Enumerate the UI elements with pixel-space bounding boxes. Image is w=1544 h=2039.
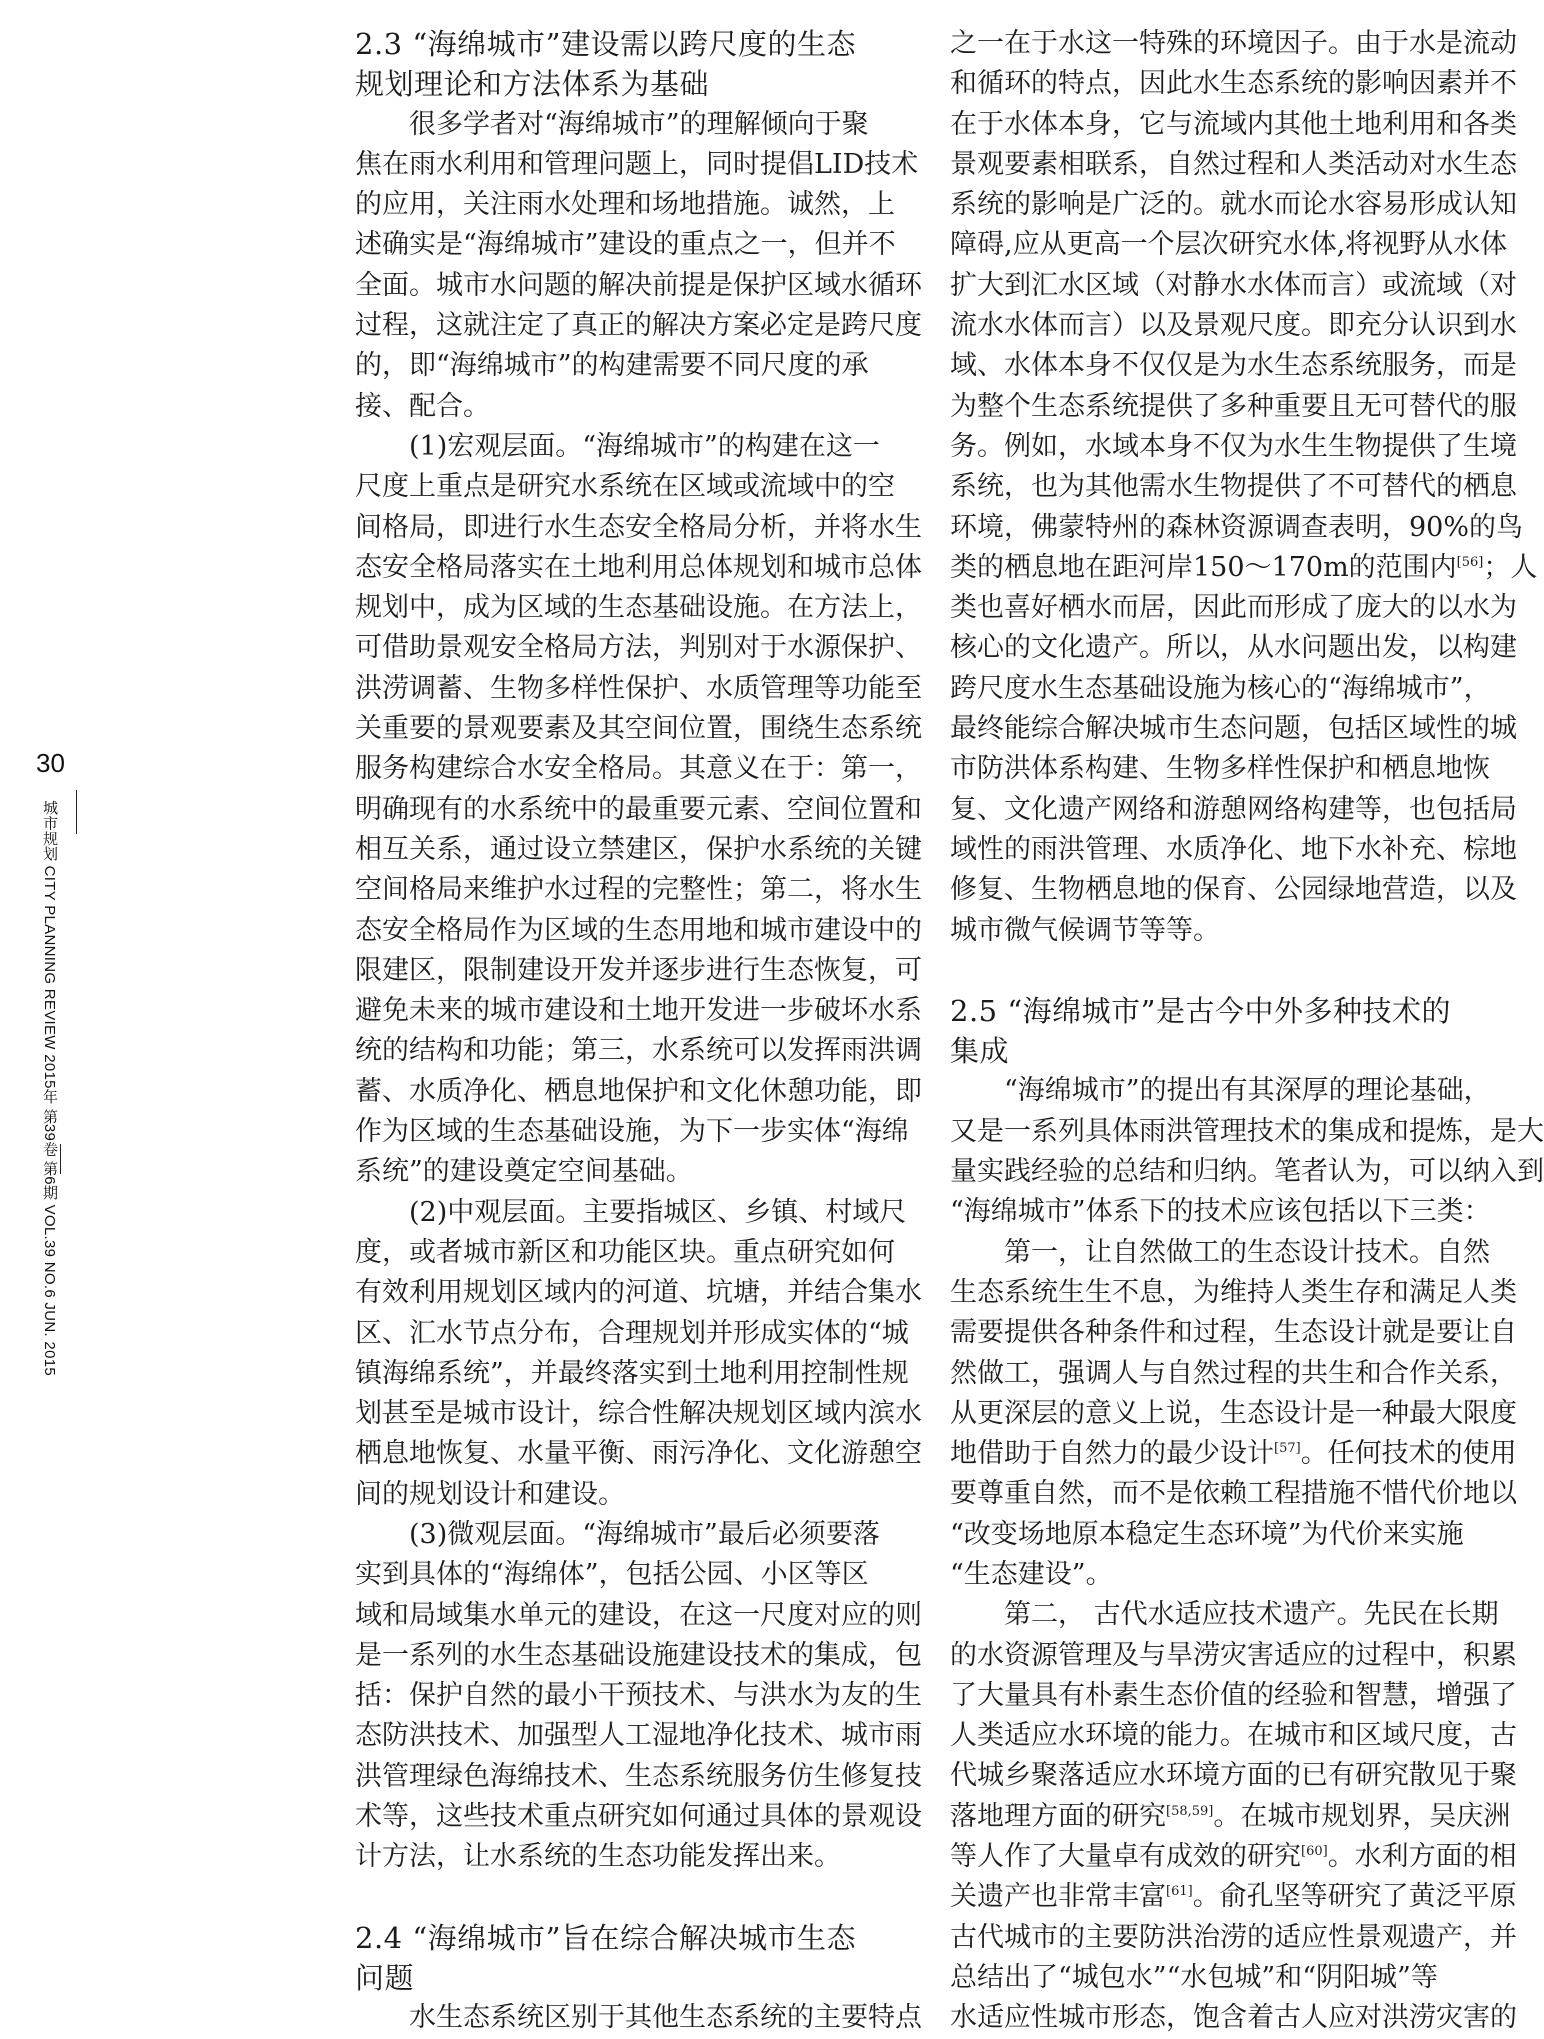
- text-run: 统的结构和功能；第三，水系统可以发挥雨洪调: [355, 1035, 922, 1067]
- text-line: [355, 1273, 922, 1313]
- text-run: 间格局，即进行水生态安全格局分析，并将水生: [355, 511, 922, 543]
- citation-ref: [56]: [1456, 554, 1484, 570]
- text-run: 第一，让自然做工的生态设计技术。自然: [1004, 1236, 1490, 1268]
- text-line: [355, 749, 922, 789]
- text-run: 古代城市的主要防洪治涝的适应性景观遗产，并: [950, 1921, 1517, 1953]
- text-run: 。水利方面的相: [1327, 1841, 1517, 1873]
- text-line: [950, 1515, 1490, 1555]
- section-heading-line: [950, 991, 1490, 1031]
- text-run: 跨尺度水生态基础设施为核心的“海绵城市”，: [950, 672, 1491, 704]
- text-line: [950, 1636, 1517, 1676]
- text-run: 蓄、水质净化、栖息地保护和文化休憩功能，即: [355, 1075, 922, 1107]
- text-line: [950, 1595, 1499, 1635]
- text-line: [355, 870, 922, 910]
- text-run: 过程，这就注定了真正的解决方案必定是跨尺度: [355, 310, 922, 342]
- text-run: 避免未来的城市建设和土地开发进一步破坏水系: [355, 995, 922, 1027]
- text-line: [355, 548, 922, 588]
- text-line: [355, 1394, 922, 1434]
- text-run: 术等，这些技术重点研究如何通过具体的景观设: [355, 1801, 922, 1833]
- left-text-column: [355, 24, 922, 2039]
- text-run: 流水水体而言）以及景观尺度。即充分认识到水: [950, 310, 1517, 342]
- text-line: [950, 1797, 1511, 1837]
- text-line: [950, 1394, 1517, 1434]
- text-line: [355, 911, 922, 951]
- text-run: 全面。城市水问题的解决前提是保护区域水循环: [355, 269, 922, 301]
- text-line: [355, 1152, 895, 1192]
- text-run: “改变场地原本稳定生态环境”为代价来实施: [950, 1518, 1464, 1550]
- text-line: [950, 346, 1517, 386]
- text-run: 洪涝调蓄、生物多样性保护、水质管理等功能至: [355, 672, 922, 704]
- text-line: [950, 628, 1517, 668]
- citation-ref: [61]: [1166, 1884, 1193, 1900]
- text-line: [950, 1273, 1517, 1313]
- text-run: 水适应性城市形态，饱含着古人应对洪涝灾害的: [950, 2002, 1517, 2034]
- text-line: [355, 991, 922, 1031]
- text-line: [950, 1112, 1544, 1152]
- text-run: 很多学者对“海绵城市”的理解倾向于聚: [409, 108, 869, 140]
- text-line: [355, 225, 895, 265]
- text-run: 空间格局来维护水过程的完整性；第二，将水生: [355, 874, 922, 906]
- text-line: [355, 467, 895, 507]
- text-line: [950, 1676, 1517, 1716]
- text-run: ；人: [1483, 551, 1538, 583]
- text-run: 实到具体的“海绵体”，包括公园、小区等区: [355, 1559, 869, 1591]
- citation-ref: [58,59]: [1166, 1803, 1214, 1819]
- text-run: 关遗产也非常丰富: [950, 1881, 1166, 1913]
- text-line: [355, 830, 922, 870]
- text-run: 区、汇水节点分布，合理规划并形成实体的“城: [355, 1317, 909, 1349]
- text-run: 环境，佛蒙特州的森林资源调查表明，90%的鸟: [950, 511, 1524, 543]
- text-run: 需要提供各种条件和过程，生态设计就是要让自: [950, 1317, 1517, 1349]
- text-line: [950, 1918, 1517, 1958]
- text-run: 问题: [355, 1960, 415, 1995]
- text-run: “生态建设”。: [950, 1558, 1113, 1590]
- text-run: 系统”的建设奠定空间基础。: [355, 1156, 693, 1188]
- text-line: [355, 508, 922, 548]
- text-line: [950, 1434, 1517, 1474]
- text-line: [355, 669, 922, 709]
- text-run: 规划中，成为区域的生态基础设施。在方法上，: [355, 592, 922, 624]
- text-run: 计方法，让水系统的生态功能发挥出来。: [355, 1841, 841, 1873]
- text-run: 总结出了“城包水”“水包城”和“阴阳城”等: [950, 1961, 1438, 1993]
- text-line: [950, 1071, 1490, 1111]
- text-line: [355, 1193, 907, 1233]
- text-line: [355, 951, 922, 991]
- text-line: [950, 306, 1517, 346]
- section-heading-line: [355, 64, 895, 104]
- text-line: [950, 1233, 1490, 1273]
- text-run: 划甚至是城市设计，综合性解决规划区域内滨水: [355, 1398, 922, 1430]
- text-run: 有效利用规划区域内的河道、坑塘，并结合集水: [355, 1277, 922, 1309]
- text-line: [355, 1515, 895, 1555]
- text-run: 2.3 “海绵城市”建设需以跨尺度的生态: [355, 27, 856, 61]
- text-run: 类的栖息地在距河岸150～170m的范围内: [950, 551, 1457, 583]
- side-rule-bottom: [60, 1144, 61, 1174]
- text-run: 人类适应水环境的能力。在城市和区域尺度，古: [950, 1720, 1517, 1752]
- section-heading-line: [355, 1958, 895, 1998]
- right-text-column: [950, 24, 1544, 2039]
- text-run: 水生态系统区别于其他生态系统的主要特点: [409, 2002, 922, 2034]
- text-run: 然做工，强调人与自然过程的共生和合作关系，: [950, 1357, 1517, 1389]
- text-line: [355, 628, 922, 668]
- text-line: [950, 387, 1517, 427]
- text-run: 扩大到汇水区域（对静水水体而言）或流域（对: [950, 269, 1517, 301]
- paragraph-gap: [950, 951, 1490, 991]
- text-line: [355, 709, 922, 749]
- text-line: [950, 1716, 1517, 1756]
- section-heading-line: [355, 1918, 895, 1958]
- text-line: [950, 1354, 1517, 1394]
- section-heading-line: [355, 24, 895, 64]
- text-run: 2.5 “海绵城市”是古今中外多种技术的: [950, 993, 1451, 1028]
- text-run: 明确现有的水系统中的最重要元素、空间位置和: [355, 793, 922, 825]
- text-line: [355, 790, 922, 830]
- text-run: 核心的文化遗产。所以，从水问题出发，以构建: [950, 632, 1517, 664]
- text-line: [355, 105, 895, 145]
- text-line: [950, 266, 1517, 306]
- text-run: 域、水体本身不仅仅是为水生态系统服务，而是: [950, 350, 1517, 382]
- text-line: [355, 1434, 922, 1474]
- text-run: 落地理方面的研究: [950, 1800, 1166, 1832]
- text-run: 度，或者城市新区和功能区块。重点研究如何: [355, 1236, 895, 1268]
- text-line: [355, 1797, 922, 1837]
- text-run: 要尊重自然，而不是依赖工程措施不惜代价地以: [950, 1478, 1517, 1510]
- text-run: 可借助景观安全格局方法，判别对于水源保护、: [355, 632, 922, 664]
- text-run: 市防洪体系构建、生物多样性保护和栖息地恢: [950, 753, 1490, 785]
- text-run: 域和局域集水单元的建设，在这一尺度对应的则: [355, 1599, 922, 1631]
- text-line: [950, 1998, 1517, 2038]
- text-line: [355, 1354, 909, 1394]
- text-line: [355, 1596, 922, 1636]
- text-run: 尺度上重点是研究水系统在区域或流域中的空: [355, 471, 895, 503]
- text-run: 的，即“海绵城市”的构建需要不同尺度的承: [355, 350, 869, 382]
- text-line: [355, 266, 922, 306]
- text-run: 系统，也为其他需水生物提供了不可替代的栖息: [950, 471, 1517, 503]
- text-run: 服务构建综合水安全格局。其意义在于：第一，: [355, 753, 922, 785]
- text-line: [355, 1837, 895, 1877]
- text-line: [950, 105, 1517, 145]
- text-line: [950, 467, 1517, 507]
- text-line: [355, 427, 895, 467]
- text-line: [355, 1112, 909, 1152]
- text-run: 城市微气候调节等等。: [950, 914, 1220, 946]
- text-line: [950, 830, 1517, 870]
- text-run: 作为区域的生态基础设施，为下一步实体“海绵: [355, 1116, 909, 1148]
- text-run: (1)宏观层面。“海绵城市”的构建在这一: [409, 430, 880, 462]
- text-line: [950, 508, 1524, 548]
- text-line: [355, 1757, 922, 1797]
- text-run: 述确实是“海绵城市”建设的重点之一，但并不: [355, 229, 896, 261]
- text-line: [950, 870, 1517, 910]
- text-run: 第二， 古代水适应技术遗产。先民在长期: [1004, 1599, 1499, 1631]
- text-line: [950, 1313, 1517, 1353]
- text-line: [950, 64, 1517, 104]
- text-run: 量实践经验的总结和归纳。笔者认为，可以纳入到: [950, 1156, 1544, 1188]
- text-run: 的应用，关注雨水处理和场地措施。诚然，上: [355, 189, 895, 221]
- text-run: (3)微观层面。“海绵城市”最后必须要落: [409, 1518, 880, 1550]
- text-line: [950, 548, 1538, 588]
- text-run: 务。例如，水域本身不仅为水生生物提供了生境: [950, 430, 1517, 462]
- text-run: 修复、生物栖息地的保育、公园绿地营造，以及: [950, 874, 1517, 906]
- text-run: 态安全格局落实在土地利用总体规划和城市总体: [355, 551, 922, 583]
- text-line: [355, 1314, 909, 1354]
- text-run: 最终能综合解决城市生态问题，包括区域性的城: [950, 713, 1517, 745]
- text-line: [950, 24, 1517, 64]
- text-line: [950, 1192, 1490, 1232]
- text-run: 镇海绵系统”，并最终落实到土地利用控制性规: [355, 1357, 909, 1389]
- text-run: 从更深层的意义上说，生态设计是一种最大限度: [950, 1397, 1517, 1429]
- text-line: [355, 1555, 895, 1595]
- text-run: 。在城市规划界，吴庆洲: [1213, 1800, 1511, 1832]
- text-line: [355, 346, 895, 386]
- text-line: [950, 1555, 1490, 1595]
- text-run: 限建区，限制建设开发并逐步进行生态恢复，可: [355, 954, 922, 986]
- text-run: 接、配合。: [355, 390, 490, 422]
- text-line: [355, 1636, 922, 1676]
- text-line: [355, 185, 895, 225]
- text-line: [950, 145, 1517, 185]
- text-run: 规划理论和方法体系为基础: [355, 67, 710, 102]
- page-number: 30: [36, 748, 65, 778]
- text-line: [950, 185, 1517, 225]
- text-run: 。俞孔坚等研究了黄泛平原: [1192, 1881, 1517, 1913]
- paragraph-gap: [355, 1878, 895, 1918]
- text-run: 栖息地恢复、水量平衡、雨污净化、文化游憩空: [355, 1438, 922, 1470]
- text-run: 景观要素相联系，自然过程和人类活动对水生态: [950, 148, 1517, 180]
- text-run: 括：保护自然的最小干预技术、与洪水为友的生: [355, 1680, 922, 1712]
- text-run: 集成: [950, 1034, 1010, 1069]
- text-line: [355, 145, 919, 185]
- text-line: [950, 427, 1517, 467]
- text-run: 域性的雨洪管理、水质净化、地下水补充、棕地: [950, 833, 1517, 865]
- text-run: 的水资源管理及与旱涝灾害适应的过程中，积累: [950, 1639, 1517, 1671]
- text-run: 和循环的特点，因此水生态系统的影响因素并不: [950, 68, 1517, 100]
- text-line: [355, 1716, 922, 1756]
- text-run: 态安全格局作为区域的生态用地和城市建设中的: [355, 914, 922, 946]
- text-run: 又是一系列具体雨洪管理技术的集成和提炼，是大: [950, 1115, 1544, 1147]
- text-line: [950, 1756, 1517, 1796]
- text-run: 是一系列的水生态基础设施建设技术的集成，包: [355, 1639, 922, 1671]
- text-run: 2.4 “海绵城市”旨在综合解决城市生态: [355, 1920, 856, 1955]
- text-line: [355, 1998, 922, 2038]
- text-run: 地借助于自然力的最少设计: [950, 1438, 1274, 1470]
- text-line: [950, 911, 1490, 951]
- text-run: 复、文化遗产网络和游憩网络构建等，也包括局: [950, 793, 1517, 825]
- text-run: 等人作了大量卓有成效的研究: [950, 1841, 1301, 1873]
- citation-ref: [57]: [1274, 1441, 1301, 1457]
- text-line: [355, 1031, 922, 1071]
- text-run: 代城乡聚落适应水环境方面的已有研究散见于聚: [950, 1760, 1517, 1792]
- text-run: “海绵城市”体系下的技术应该包括以下三类：: [950, 1196, 1491, 1228]
- text-line: [950, 1877, 1517, 1917]
- text-line: [950, 669, 1490, 709]
- text-run: 了大量具有朴素生态价值的经验和智慧，增强了: [950, 1679, 1517, 1711]
- text-run: 生态系统生生不息，为维持人类生存和满足人类: [950, 1276, 1517, 1308]
- section-heading-line: [950, 1031, 1490, 1071]
- text-run: 焦在雨水利用和管理问题上，同时提倡LID技术: [355, 148, 919, 180]
- text-line: [355, 1676, 922, 1716]
- text-run: 间的规划设计和建设。: [355, 1478, 625, 1510]
- text-line: [950, 1152, 1544, 1192]
- text-run: 系统的影响是广泛的。就水而论水容易形成认知: [950, 189, 1517, 221]
- text-run: 类也喜好栖水而居，因此而形成了庞大的以水为: [950, 592, 1517, 624]
- text-line: [950, 749, 1490, 789]
- text-run: 之一在于水这一特殊的环境因子。由于水是流动: [950, 28, 1517, 59]
- text-run: 障碍,应从更高一个层次研究水体,将视野从水体: [950, 229, 1508, 261]
- text-run: 关重要的景观要素及其空间位置，围绕生态系统: [355, 713, 922, 745]
- text-line: [950, 790, 1517, 830]
- text-run: 。任何技术的使用: [1300, 1438, 1517, 1470]
- text-line: [355, 1233, 895, 1273]
- side-rule-top: [76, 790, 77, 834]
- text-line: [950, 709, 1517, 749]
- text-run: 为整个生态系统提供了多种重要且无可替代的服: [950, 390, 1517, 422]
- text-run: (2)中观层面。主要指城区、乡镇、村域尺: [409, 1196, 907, 1228]
- text-run: “海绵城市”的提出有其深厚的理论基础，: [1004, 1075, 1491, 1107]
- text-line: [950, 588, 1517, 628]
- text-run: 洪管理绿色海绵技术、生态系统服务仿生修复技: [355, 1760, 922, 1792]
- text-line: [950, 1837, 1517, 1877]
- running-head: 城市规划 CITY PLANNING REVIEW 2015年 第39卷 第6期 VOL.39 NO.6 JUN. 2015: [41, 800, 58, 1377]
- citation-ref: [60]: [1301, 1844, 1328, 1860]
- text-run: 在于水体本身，它与流域内其他土地利用和各类: [950, 108, 1517, 140]
- text-line: [950, 225, 1508, 265]
- text-line: [950, 1958, 1490, 1998]
- text-line: [950, 1474, 1517, 1514]
- text-line: [355, 1072, 922, 1112]
- text-run: 相互关系，通过设立禁建区，保护水系统的关键: [355, 833, 922, 865]
- text-line: [355, 387, 895, 427]
- text-run: 态防洪技术、加强型人工湿地净化技术、城市雨: [355, 1720, 922, 1752]
- text-line: [355, 1475, 895, 1515]
- text-line: [355, 588, 922, 628]
- text-line: [355, 306, 922, 346]
